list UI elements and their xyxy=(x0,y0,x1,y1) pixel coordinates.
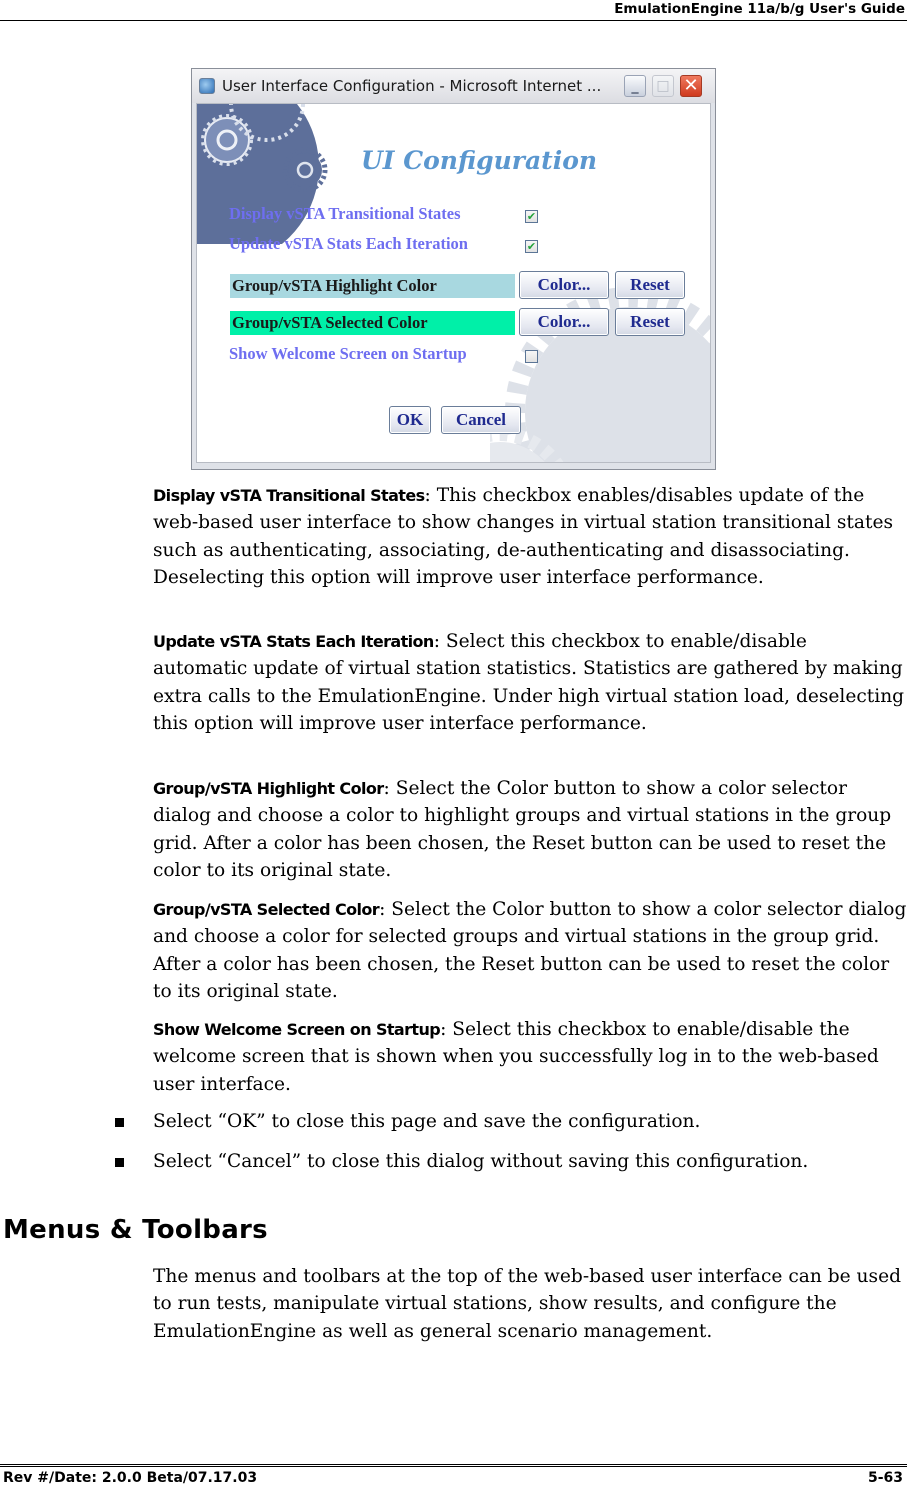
bullet-icon xyxy=(115,1118,124,1127)
term: Group/vSTA Highlight Color xyxy=(153,779,384,798)
option-label: Update vSTA Stats Each Iteration xyxy=(229,234,468,253)
description-text: : Select this checkbox to enable/disable automatic update of virtual station statistics. Statistics are gathered by making extra calls to the EmulationEngine. Under high virtual station load, deselecting this option will improve user interface performance. xyxy=(153,631,905,734)
selected-reset-button[interactable]: Reset xyxy=(615,308,685,336)
description-text: : Select this checkbox to enable/disable the welcome screen that is shown when you successfully log in to the web-based user interface. xyxy=(153,1019,879,1095)
page-number: 5-63 xyxy=(867,1470,903,1486)
window-title: User Interface Configuration - Microsoft Internet ... xyxy=(222,77,602,95)
selected-color-swatch: Group/vSTA Selected Color xyxy=(230,311,515,335)
highlight-color-button[interactable]: Color... xyxy=(519,271,609,299)
page-footer xyxy=(0,1464,907,1492)
internet-explorer-icon xyxy=(199,78,215,94)
document-title: EmulationEngine 11a/b/g User's Guide xyxy=(614,1,905,17)
section-heading: Menus & Toolbars xyxy=(3,1215,268,1245)
display-transitional-states-checkbox[interactable]: ✔ xyxy=(526,210,537,223)
option-label: Display vSTA Transitional States xyxy=(229,204,461,223)
description-update-stats xyxy=(153,628,907,737)
highlight-color-swatch: Group/vSTA Highlight Color xyxy=(230,274,515,298)
window-content xyxy=(196,103,711,463)
page-header xyxy=(0,0,907,21)
description-display-transitional-states xyxy=(153,482,907,591)
ok-button[interactable]: OK xyxy=(389,406,431,434)
description-selected-color xyxy=(153,896,907,1005)
highlight-reset-button[interactable]: Reset xyxy=(615,271,685,299)
window-titlebar[interactable] xyxy=(192,69,715,103)
update-stats-checkbox[interactable]: ✔ xyxy=(526,240,537,253)
term: Display vSTA Transitional States xyxy=(153,486,425,505)
show-welcome-checkbox[interactable] xyxy=(525,350,538,363)
description-text: : This checkbox enables/disables update of the web-based user interface to show changes in virtual station transitional states such as authenticating, associating, de-authenticating and disassociating. Deselecting this option will improve user interface performance. xyxy=(153,485,893,588)
description-show-welcome xyxy=(153,1016,907,1098)
option-show-welcome xyxy=(229,344,467,364)
close-icon[interactable]: ✕ xyxy=(680,75,702,97)
bullet-ok: Select “OK” to close this page and save the configuration. xyxy=(153,1111,701,1132)
description-highlight-color xyxy=(153,775,907,884)
minimize-icon[interactable]: _ xyxy=(624,75,646,97)
bullet-cancel: Select “Cancel” to close this dialog without saving this configuration. xyxy=(153,1151,809,1172)
description-text: : Select the Color button to show a color selector dialog and choose a color for selected groups and virtual stations in the group grid. After a color has been chosen, the Reset button can be used to reset the color to its original state. xyxy=(153,899,907,1002)
cancel-button[interactable]: Cancel xyxy=(441,406,521,434)
section-body: The menus and toolbars at the top of the web-based user interface can be used to run tests, manipulate virtual stations, show results, and configure the EmulationEngine as well as general scenario management. xyxy=(153,1266,901,1342)
term: Group/vSTA Selected Color xyxy=(153,900,380,919)
selected-color-button[interactable]: Color... xyxy=(519,308,609,336)
term: Update vSTA Stats Each Iteration xyxy=(153,632,434,651)
bullet-icon xyxy=(115,1158,124,1167)
description-text: : Select the Color button to show a color selector dialog and choose a color to highlight groups and virtual stations in the group grid. After a color has been chosen, the Reset button can be used to reset the color to its original state. xyxy=(153,778,892,881)
term: Show Welcome Screen on Startup xyxy=(153,1020,441,1039)
option-update-stats xyxy=(229,234,468,254)
ui-configuration-window xyxy=(191,68,716,470)
option-label: Show Welcome Screen on Startup xyxy=(229,344,467,363)
dialog-heading: UI Configuration xyxy=(361,146,598,175)
maximize-icon[interactable]: □ xyxy=(652,75,674,97)
revision-date: Rev #/Date: 2.0.0 Beta/07.17.03 xyxy=(3,1470,258,1486)
option-display-transitional-states xyxy=(229,204,461,224)
